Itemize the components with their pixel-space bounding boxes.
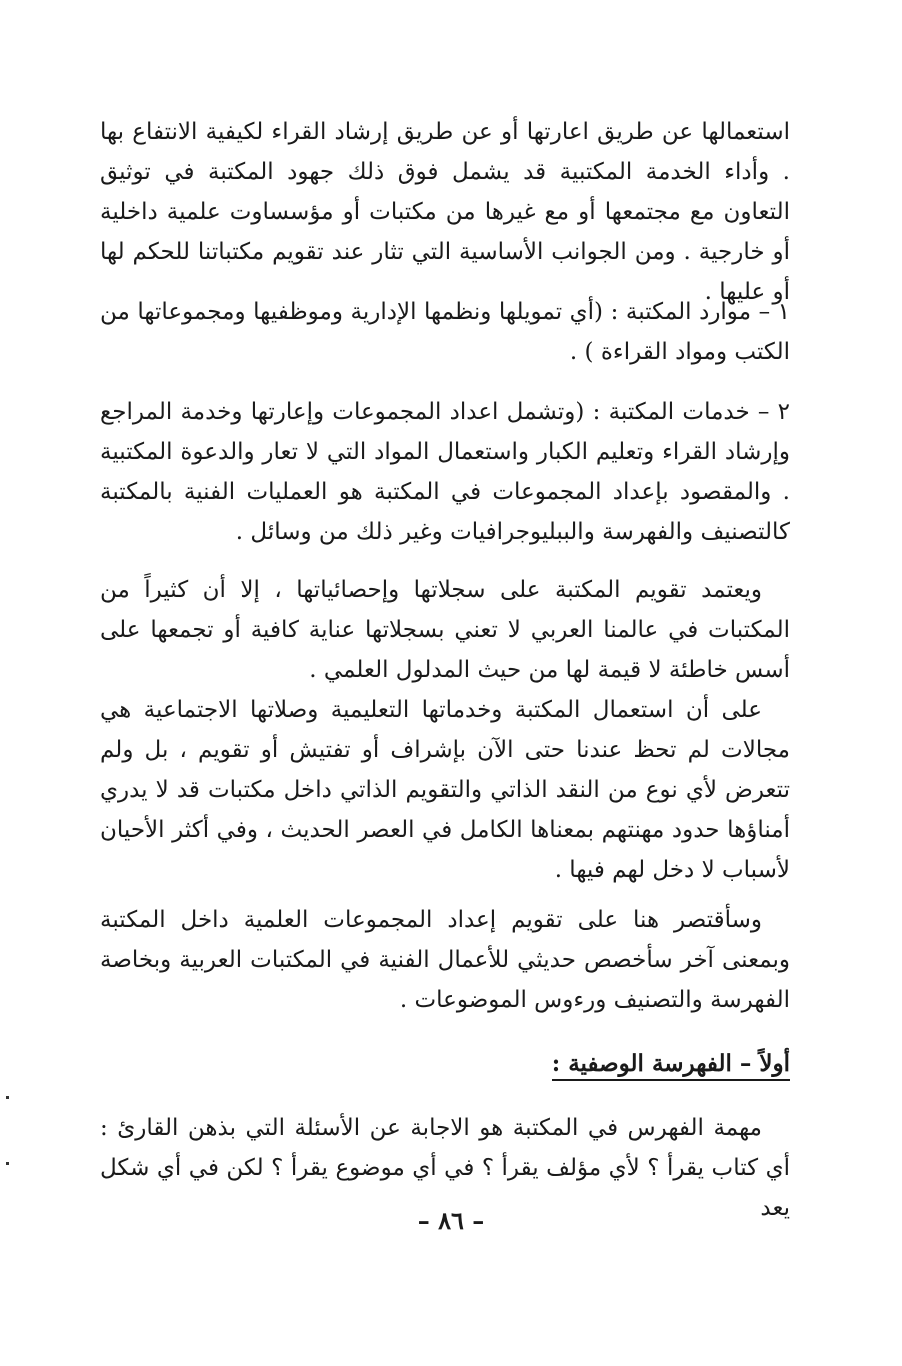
paragraph-usage (100, 690, 790, 890)
scan-mark (6, 1162, 9, 1165)
paragraph-scope-text: وسأقتصر هنا على تقويم إعداد المجموعات العلمية داخل المكتبة وبمعنى آخر سأخصص حديثي للأعمال الفنية في المكتبات العربية وبخاصة الفهرسة والتصنيف ورءوس الموضوعات . (100, 907, 790, 1013)
list-item-resources-text: ١ – موارد المكتبة : (أي تمويلها ونظمها الإدارية وموظفيها ومجموعاتها من الكتب ومواد القراءة ) . (100, 299, 790, 365)
list-item-resources (100, 292, 790, 372)
intro-text: استعمالها عن طريق اعارتها أو عن طريق إرشاد القراء لكيفية الانتفاع بها . وأداء الخدمة المكتبية قد يشمل فوق ذلك جهود المكتبة في توثيق التعاون مع مجتمعها أو مع غيرها من مكتبات أو مؤسساوت علمية داخلية أو خارجية . ومن الجوانب الأساسية التي تثار عند تقويم مكتباتنا للحكم لها أو عليها . (100, 119, 790, 305)
scan-mark (6, 1096, 9, 1099)
section-heading-text: أولاً – الفهرسة الوصفية : (552, 1050, 790, 1081)
paragraph-usage-text: على أن استعمال المكتبة وخدماتها التعليمية وصلاتها الاجتماعية هي مجالات لم تحظ عندنا حتى الآن بإشراف أو تفتيش أو تقويم ، بل ولم تتعرض لأي نوع من النقد الذاتي والتقويم الذاتي داخل مكتبات قد لا يدري أمناؤها حدود مهنتهم بمعناها الكامل في العصر الحديث ، وفي أكثر الأحيان لأسباب لا دخل لهم فيها . (100, 697, 790, 883)
paragraph-records-text: ويعتمد تقويم المكتبة على سجلاتها وإحصائياتها ، إلا أن كثيراً من المكتبات في عالمنا العربي لا تعني بسجلاتها عناية كافية أو تجمعها على أسس خاطئة لا قيمة لها من حيث المدلول العلمي . (100, 577, 790, 683)
paragraph-records (100, 570, 790, 690)
paragraph-catalog-text: مهمة الفهرس في المكتبة هو الاجابة عن الأسئلة التي بذهن القارئ : أي كتاب يقرأ ؟ لأي مؤلف يقرأ ؟ في أي موضوع يقرأ ؟ لكن في أي شكل يعد (100, 1115, 790, 1221)
intro-paragraph (100, 112, 790, 312)
page-number: – ٨٦ – (417, 1206, 485, 1235)
section-heading (100, 1044, 790, 1084)
paragraph-scope (100, 900, 790, 1020)
list-item-services-text: ٢ – خدمات المكتبة : (وتشمل اعداد المجموعات وإعارتها وخدمة المراجع وإرشاد القراء وتعليم الكبار واستعمال المواد التي لا تعار والدعوة المكتبية . والمقصود بإعداد المجموعات في المكتبة هو العمليات الفنية بالمكتبة كالتصنيف والفهرسة والببليوجرافيات وغير ذلك من وسائل . (100, 399, 790, 545)
list-item-services (100, 392, 790, 552)
